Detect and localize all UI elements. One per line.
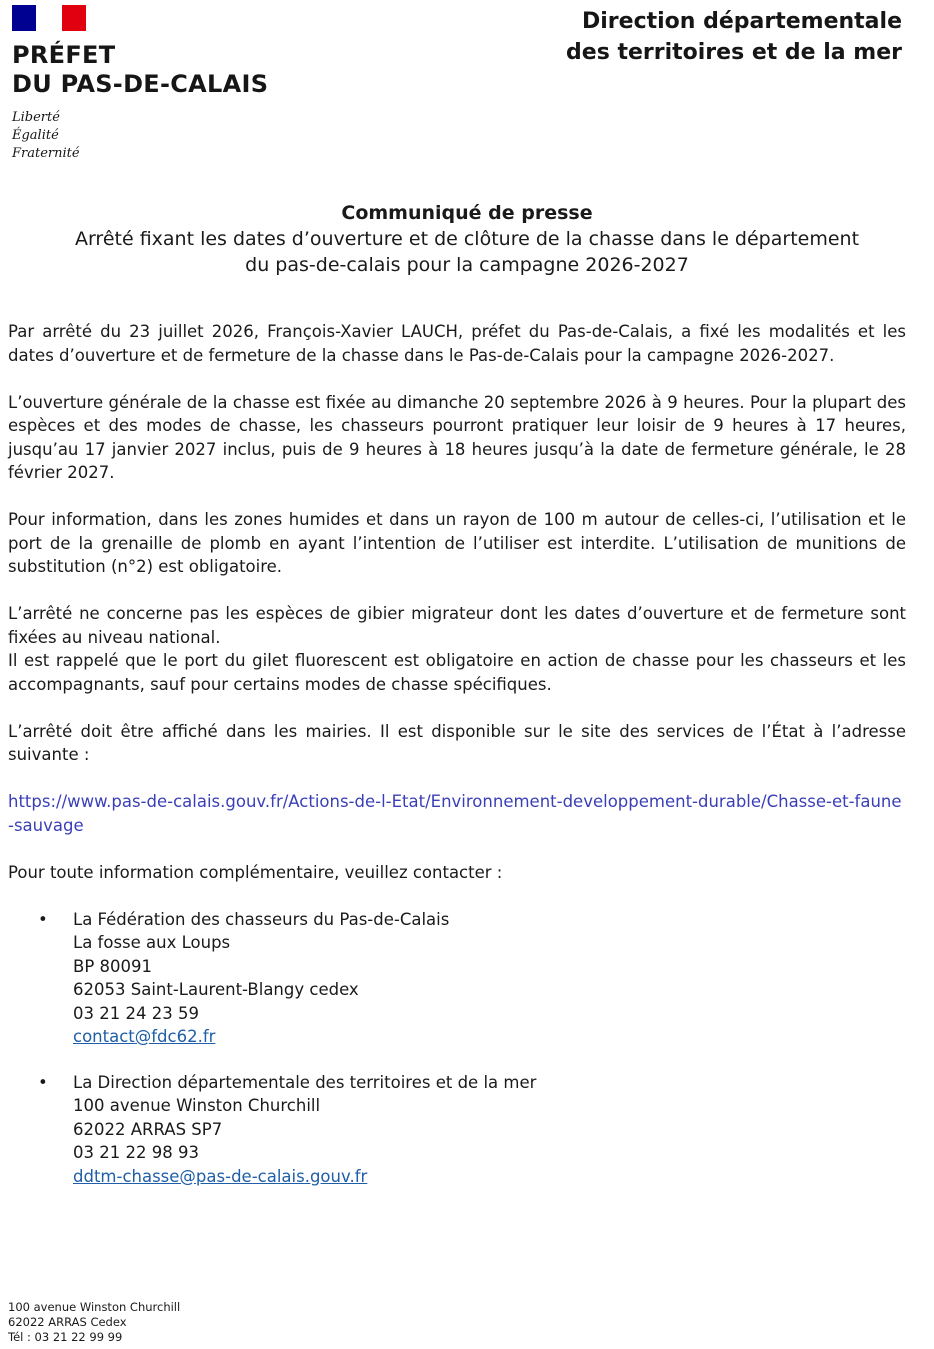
prefecture-website-link[interactable]: https://www.pas-de-calais.gouv.fr/Actions-de-l-Etat/Environnement-developpement-durable/Chasse-et-faune-sauvage: [8, 792, 902, 835]
footer-address: 100 avenue Winston Churchill: [8, 1300, 181, 1314]
paragraph-migrateur: L’arrêté ne concerne pas les espèces de gibier migrateur dont les dates d’ouverture et de fermeture sont fixées au niveau national.: [8, 604, 906, 647]
prefecture-logo: [12, 5, 302, 163]
footer-phone: Tél : 03 21 22 99 99: [8, 1330, 123, 1344]
prefet-name-line1: PRÉFET: [12, 41, 116, 69]
service-name: [566, 6, 902, 68]
contacts-intro: Pour toute information complémentaire, veuillez contacter :: [8, 862, 503, 882]
service-name-line2: des territoires et de la mer: [566, 40, 902, 65]
paragraph-ouverture: L’ouverture générale de la chasse est fixée au dimanche 20 septembre 2026 à 9 heures. Pour la plupart des espèces et des modes de chasse, les chasseurs pourront pratiquer leur loisir de 9 heures à 17 heures, jusqu’au 17 janvier 2027 inclus, puis de 9 heures à 18 heures jusqu’à la date de fermeture générale, le 28 février 2027.: [8, 392, 906, 482]
subtitle-line2: du pas-de-calais pour la campagne 2026-2027: [245, 254, 689, 276]
press-release-title: [10, 200, 924, 278]
contact-name: La Direction départementale des territoires et de la mer: [73, 1072, 537, 1092]
paragraph-affichage: L’arrêté doit être affiché dans les mairies. Il est disponible sur le site des services de l’État à l’adresse suivante :: [8, 721, 906, 764]
bullet-icon: •: [38, 1072, 48, 1092]
contact-phone: 03 21 24 23 59: [73, 1003, 199, 1023]
contact-phone: 03 21 22 98 93: [73, 1143, 199, 1162]
contact-city: 62022 ARRAS SP7: [73, 1119, 223, 1139]
motto-fraternite: Fraternité: [12, 146, 80, 161]
contact-ddtm: [8, 1071, 906, 1189]
footer-city: 62022 ARRAS Cedex: [8, 1315, 127, 1329]
contact-po-box: BP 80091: [73, 956, 153, 976]
prefet-name-line2: DU PAS-DE-CALAIS: [12, 70, 269, 98]
contact-email-link[interactable]: contact@fdc62.fr: [73, 1027, 216, 1046]
contact-email-link[interactable]: ddtm-chasse@pas-de-calais.gouv.fr: [73, 1166, 368, 1186]
contact-name: La Fédération des chasseurs du Pas-de-Calais: [73, 909, 450, 929]
republic-motto: [12, 109, 302, 163]
document-body: [8, 320, 906, 1188]
prefet-name: [12, 41, 302, 99]
page-footer: [8, 1300, 180, 1345]
subtitle-line1: Arrêté fixant les dates d’ouverture et de clôture de la chasse dans le département: [74, 228, 860, 250]
contact-city: 62053 Saint-Laurent-Blangy cedex: [73, 980, 359, 999]
motto-liberte: Liberté: [12, 110, 60, 125]
motto-egalite: Égalité: [12, 128, 59, 143]
service-name-line1: Direction départementale: [582, 9, 902, 34]
paragraph-plomb: Pour information, dans les zones humides et dans un rayon de 100 m autour de celles-ci, l’utilisation et le port de la grenaille de plomb en ayant l’intention de l’utiliser est interdite. L’utilisation de munitions de substitution (n°2) est obligatoire.: [8, 510, 906, 576]
marianne-flag-icon: [12, 5, 86, 31]
bullet-icon: •: [38, 909, 48, 929]
paragraph-gilet: Il est rappelé que le port du gilet fluorescent est obligatoire en action de chasse pour les chasseurs et les accompagnants, sauf pour certains modes de chasse spécifiques.: [8, 651, 906, 694]
contact-address: 100 avenue Winston Churchill: [73, 1096, 321, 1115]
document-type-heading: Communiqué de presse: [341, 202, 593, 224]
paragraph-arrete: Par arrêté du 23 juillet 2026, François-Xavier LAUCH, préfet du Pas-de-Calais, a fixé les modalités et les dates d’ouverture et de fermeture de la chasse dans le Pas-de-Calais pour la campagne 2026-2027.: [8, 322, 906, 365]
contact-federation: [8, 908, 906, 1049]
contact-address: La fosse aux Loups: [73, 933, 231, 952]
